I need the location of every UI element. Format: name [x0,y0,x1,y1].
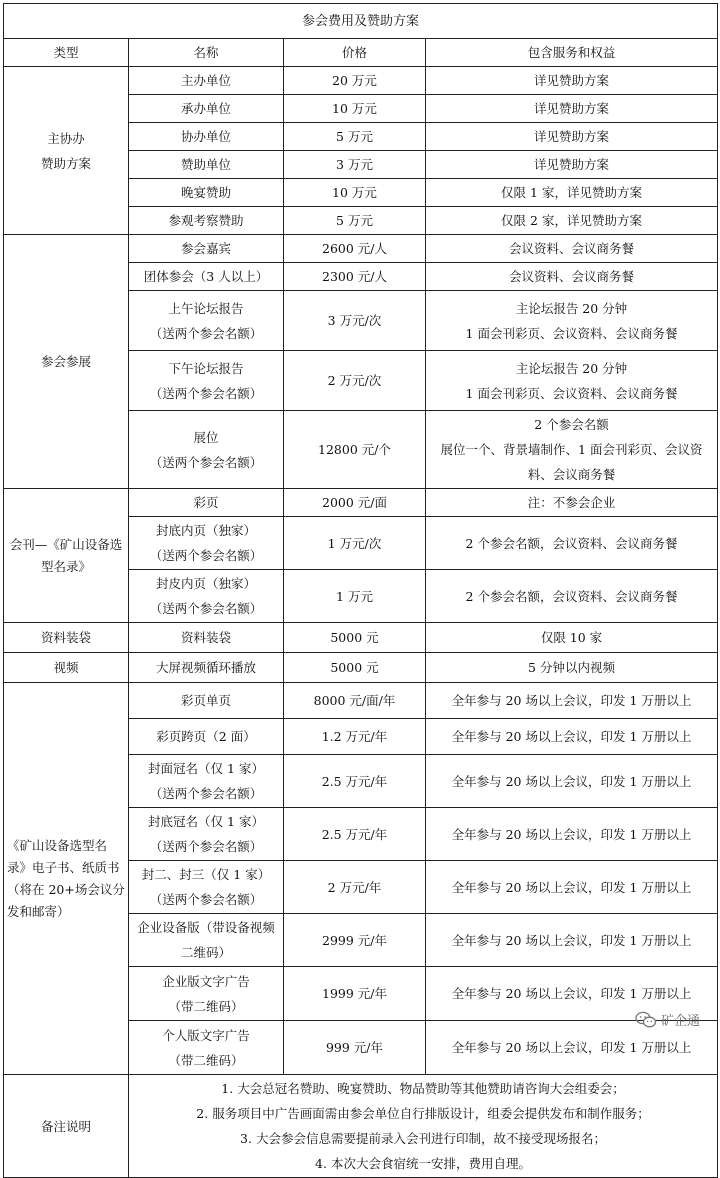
price-cell: 8000 元/面/年 [284,683,426,719]
name-cell: 参观考察赞助 [129,207,284,235]
name-cell: 晚宴赞助 [129,179,284,207]
service-cell: 仅限 1 家，详见赞助方案 [426,179,718,207]
note-line: 1. 大会总冠名赞助、晚宴赞助、物品赞助等其他赞助请咨询大会组委会； [221,1081,625,1096]
fee-table [3,3,718,1178]
name-cell: 大屏视频循环播放 [129,653,284,683]
header-row [4,39,718,67]
service-cell: 仅限 2 家，详见赞助方案 [426,207,718,235]
service-cell: 全年参与 20 场以上会议，印发 1 万册以上 [426,683,718,719]
price-cell: 1999 元/年 [284,967,426,1021]
name-cell: 参会嘉宾 [129,235,284,263]
service-cell: 2 个参会名额，会议资料、会议商务餐 [426,570,718,623]
ebook-type-cell: 《矿山设备选型名录》电子书、纸质书（将在 20+场会议分发和邮寄） [4,683,129,1075]
bag-type-cell: 资料装袋 [4,623,129,653]
name-cell: 企业版文字广告 （带二维码） [129,967,284,1021]
name-cell: 彩页单页 [129,683,284,719]
price-cell: 2 万元/次 [284,351,426,411]
service-cell: 注：不参会企业 [426,489,718,517]
title-row [4,4,718,39]
header-service: 包含服务和权益 [426,39,718,67]
header-name: 名称 [129,39,284,67]
table-row [4,653,718,683]
note-line: 2. 服务项目中广告画面需由参会单位自行排版设计，组委会提供发布和制作服务； [196,1106,650,1121]
wechat-icon [635,1011,657,1029]
table-row [4,67,718,95]
price-cell: 2 万元/年 [284,861,426,914]
table-title: 参会费用及赞助方案 [4,4,718,39]
price-cell: 10 万元 [284,179,426,207]
price-cell: 2300 元/人 [284,263,426,291]
watermark [635,1010,700,1029]
name-cell: 封皮内页（独家） （送两个参会名额） [129,570,284,623]
name-cell: 上午论坛报告 （送两个参会名额） [129,291,284,351]
price-cell: 2.5 万元/年 [284,808,426,861]
price-cell: 5 万元 [284,207,426,235]
service-cell: 2 个参会名额，会议资料、会议商务餐 [426,517,718,570]
price-cell: 5 万元 [284,123,426,151]
price-cell: 1.2 万元/年 [284,719,426,755]
table-row [4,683,718,719]
notes-cell [129,1075,718,1178]
name-cell: 协办单位 [129,123,284,151]
name-cell: 个人版文字广告 （带二维码） [129,1021,284,1075]
price-cell: 2.5 万元/年 [284,755,426,808]
price-cell: 2999 元/年 [284,914,426,967]
price-cell: 2000 元/面 [284,489,426,517]
table-row [4,623,718,653]
journal-type-cell: 会刊—《矿山设备选型名录》 [4,489,129,623]
name-cell: 企业设备版（带设备视频二维码） [129,914,284,967]
name-cell: 赞助单位 [129,151,284,179]
note-line: 4. 本次大会食宿统一安排，费用自理。 [315,1156,531,1171]
header-type: 类型 [4,39,129,67]
name-cell: 承办单位 [129,95,284,123]
name-cell: 资料装袋 [129,623,284,653]
service-cell: 主论坛报告 20 分钟 1 面会刊彩页、会议资料、会议商务餐 [426,351,718,411]
service-cell: 全年参与 20 场以上会议，印发 1 万册以上 [426,861,718,914]
sponsors-type-cell: 主协办 赞助方案 [4,67,129,235]
name-cell: 封底内页（独家） （送两个参会名额） [129,517,284,570]
price-cell: 5000 元 [284,653,426,683]
service-cell: 全年参与 20 场以上会议，印发 1 万册以上 [426,719,718,755]
header-price: 价格 [284,39,426,67]
service-cell: 2 个参会名额 展位一个、背景墙制作、1 面会刊彩页、会议资料、会议商务餐 [426,411,718,489]
name-cell: 主办单位 [129,67,284,95]
name-cell: 彩页跨页（2 面） [129,719,284,755]
service-cell: 全年参与 20 场以上会议，印发 1 万册以上 [426,914,718,967]
price-cell: 3 万元 [284,151,426,179]
price-cell: 12800 元/个 [284,411,426,489]
price-cell: 20 万元 [284,67,426,95]
service-cell: 主论坛报告 20 分钟 1 面会刊彩页、会议资料、会议商务餐 [426,291,718,351]
service-cell: 详见赞助方案 [426,67,718,95]
name-cell: 封面冠名（仅 1 家） （送两个参会名额） [129,755,284,808]
price-cell: 1 万元 [284,570,426,623]
price-cell: 2600 元/人 [284,235,426,263]
service-cell: 全年参与 20 场以上会议，印发 1 万册以上 [426,967,718,1021]
service-cell: 全年参与 20 场以上会议，印发 1 万册以上 [426,1021,718,1075]
price-cell: 3 万元/次 [284,291,426,351]
price-cell: 10 万元 [284,95,426,123]
service-cell: 仅限 10 家 [426,623,718,653]
price-cell: 5000 元 [284,623,426,653]
price-cell: 999 元/年 [284,1021,426,1075]
notes-row [4,1075,718,1178]
name-cell: 封底冠名（仅 1 家） （送两个参会名额） [129,808,284,861]
service-cell: 会议资料、会议商务餐 [426,235,718,263]
service-cell: 全年参与 20 场以上会议，印发 1 万册以上 [426,755,718,808]
service-cell: 5 分钟以内视频 [426,653,718,683]
price-cell: 1 万元/次 [284,517,426,570]
watermark-text: 矿企通 [660,1014,700,1029]
name-cell: 下午论坛报告 （送两个参会名额） [129,351,284,411]
service-cell: 详见赞助方案 [426,95,718,123]
note-line: 3. 大会参会信息需要提前录入会刊进行印制，故不接受现场报名； [240,1131,606,1146]
name-cell: 团体参会（3 人以上） [129,263,284,291]
table-row [4,235,718,263]
attend-type-cell: 参会参展 [4,235,129,489]
service-cell: 全年参与 20 场以上会议，印发 1 万册以上 [426,808,718,861]
video-type-cell: 视频 [4,653,129,683]
name-cell: 封二、封三（仅 1 家） （送两个参会名额） [129,861,284,914]
notes-type-cell: 备注说明 [4,1075,129,1178]
service-cell: 会议资料、会议商务餐 [426,263,718,291]
table-row [4,489,718,517]
service-cell: 详见赞助方案 [426,151,718,179]
name-cell: 展位 （送两个参会名额） [129,411,284,489]
name-cell: 彩页 [129,489,284,517]
service-cell: 详见赞助方案 [426,123,718,151]
